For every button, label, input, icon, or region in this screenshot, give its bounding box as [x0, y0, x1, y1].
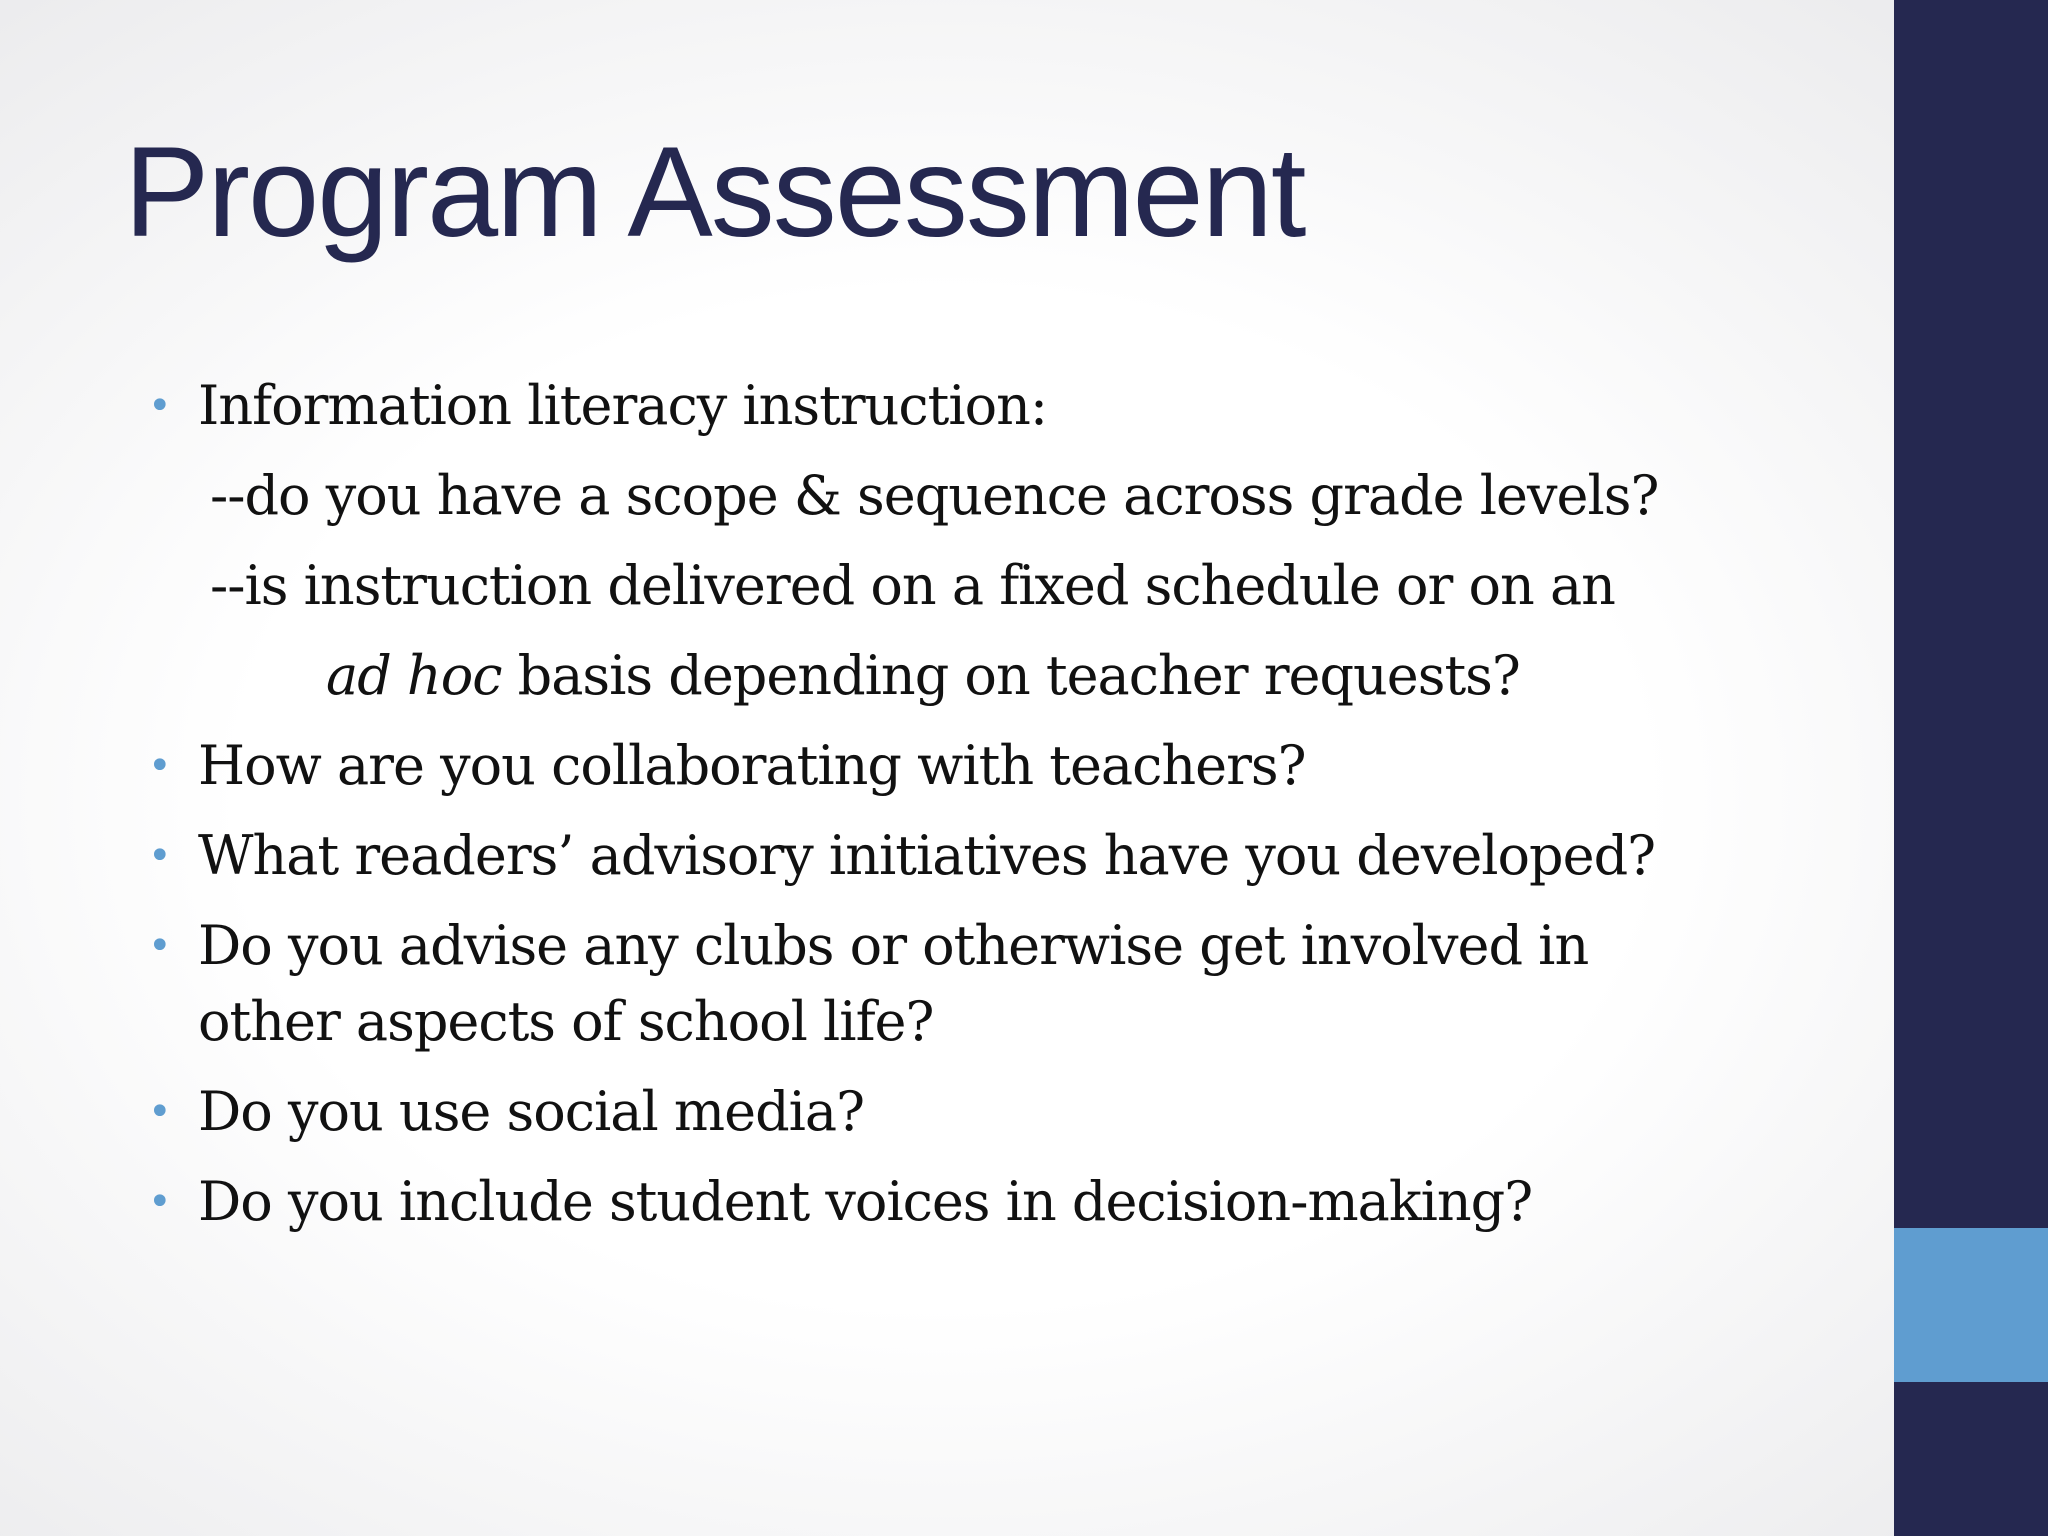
continuation-rest: basis depending on teacher requests?: [501, 644, 1520, 707]
bullet-5-text: Do you use social media?: [198, 1080, 865, 1143]
bullet-icon: •: [148, 1179, 172, 1225]
bullet-1-sub-2-continuation: [326, 638, 1520, 714]
side-accent-block: [1894, 1228, 2048, 1382]
bullet-6-text: Do you include student voices in decision-making?: [198, 1170, 1533, 1233]
bullet-4-text: Do you advise any clubs or otherwise get involved in: [198, 914, 1589, 977]
bullet-1-sub-1: --do you have a scope & sequence across grade levels?: [210, 464, 1659, 527]
bullet-4-wrap: other aspects of school life?: [198, 990, 934, 1053]
bullet-icon: •: [148, 383, 172, 429]
bullet-icon: •: [148, 923, 172, 969]
bullet-1-text: Information literacy instruction:: [198, 374, 1048, 437]
bullet-3-text: What readers’ advisory initiatives have you developed?: [198, 824, 1656, 887]
bullet-icon: •: [148, 743, 172, 789]
bullet-1-sub-2: --is instruction delivered on a fixed schedule or on an: [210, 554, 1615, 617]
ad-hoc-italic: ad hoc: [326, 644, 502, 707]
bullet-icon: •: [148, 833, 172, 879]
bullet-icon: •: [148, 1089, 172, 1135]
slide-title: Program Assessment: [124, 121, 1305, 264]
bullet-2-text: How are you collaborating with teachers?: [198, 734, 1306, 797]
